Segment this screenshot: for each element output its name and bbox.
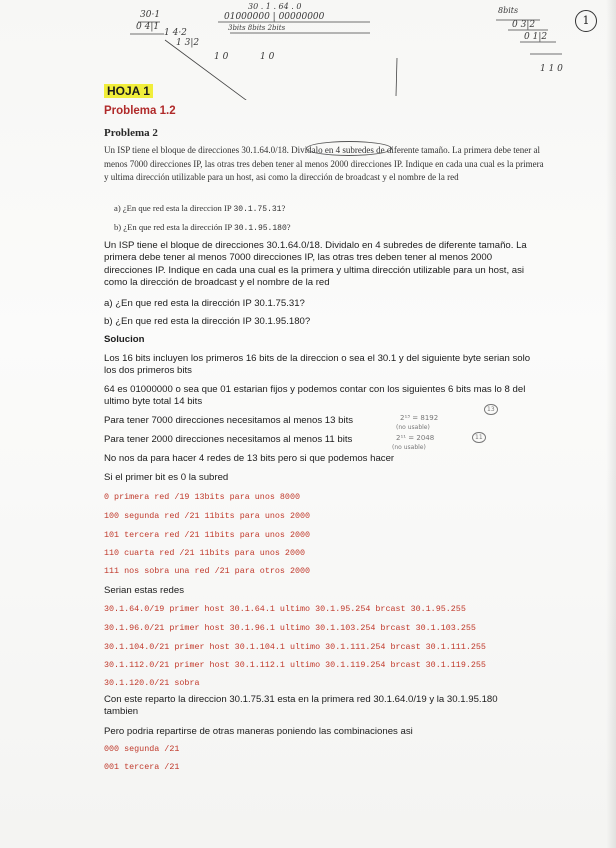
network-line: 30.1.104.0/21 primer host 30.1.104.1 ultimo 30.1.111.254 brcast 30.1.111.255 <box>104 642 486 652</box>
solution-paragraph: Con este reparto la direccion 30.1.75.31 esta en la primera red 30.1.64.0/19 y la 30.1.95.180 tambien <box>104 694 498 718</box>
network-line: 30.1.112.0/21 primer host 30.1.112.1 ultimo 30.1.119.254 brcast 30.1.119.255 <box>104 660 486 670</box>
margin-note: 1 1 0 <box>540 64 563 74</box>
margin-note: 0 4|1 <box>136 22 160 32</box>
margin-note: 30 . 1 . 64 . 0 <box>248 2 302 11</box>
network-line: 30.1.120.0/21 sobra <box>104 678 200 688</box>
margin-note: 8bits <box>498 6 519 15</box>
solution-heading: Solucion <box>104 334 145 345</box>
margin-note: 0 1|2 <box>524 32 548 42</box>
solution-paragraph: No nos da para hacer 4 redes de 13 bits pero si que podemos hacer <box>104 453 395 464</box>
question-b-ip: 30.1.95.180 <box>233 224 287 233</box>
network-line: 30.1.64.0/19 primer host 30.1.64.1 ultimo 30.1.95.254 brcast 30.1.95.255 <box>104 604 466 614</box>
subnet-plan-line: 110 cuarta red /21 11bits para unos 2000 <box>104 548 306 558</box>
question-b-suffix: ? <box>286 222 291 232</box>
subnet-plan-line: 101 tercera red /21 11bits para unos 2000 <box>104 530 311 540</box>
solution-paragraph: Pero podria repartirse de otras maneras poniendo las combinaciones asi <box>104 726 413 737</box>
solution-paragraph: 64 es 01000000 o sea que 01 estarian fijos y podemos contar con los siguientes 6 bits mas lo 8 del ultimo byte total 14 bits <box>104 384 526 408</box>
margin-note: 01000000 | 00000000 <box>224 12 325 22</box>
question-b: b) ¿En que red esta la dirección IP 30.1.95.180? <box>104 316 311 327</box>
calc-note-13-sub: (no usable) <box>396 424 430 431</box>
alternative-line: 000 segunda /21 <box>104 744 180 754</box>
subnet-plan-line: 111 nos sobra una red /21 para otros 2000 <box>104 566 311 576</box>
problem-heading-red: Problema 1.2 <box>104 105 176 117</box>
calc-note-11: 2¹¹ = 2048 <box>396 434 435 442</box>
address-circle-mark <box>306 141 392 156</box>
alternative-line: 001 tercera /21 <box>104 762 180 772</box>
solution-paragraph: Serian estas redes <box>104 585 184 596</box>
margin-note: 1 0 <box>260 52 275 62</box>
question-a-suffix: ? <box>281 203 286 213</box>
problem-statement-original: Un ISP tiene el bloque de direcciones 30.1.64.0/18. Dividalo en 4 subredes de diferente tamaño. La primera debe tener al menos 7000 direcciones IP, las otras tres deben tener al menos 2000 direcciones IP. Indique en cada una cual es la primera y ultima dirección utilizable para un host, asi como la dirección de broadcast y el nombre de la red <box>104 145 544 183</box>
margin-note: 3bits 8bits 2bits <box>228 24 286 32</box>
calc-note-11-sub: (no usable) <box>392 444 426 451</box>
subnet-plan-line: 100 segunda red /21 11bits para unos 2000 <box>104 511 311 521</box>
margin-note: 1 0 <box>214 52 229 62</box>
margin-note: 0 3|2 <box>512 20 536 30</box>
scan-edge-shadow <box>606 0 616 848</box>
calc-note-13: 2¹³ = 8192 <box>400 414 439 422</box>
margin-note: 30·1 <box>140 10 161 20</box>
solution-paragraph: Para tener 2000 direcciones necesitamos al menos 11 bits <box>104 434 353 445</box>
solution-paragraph: Los 16 bits incluyen los primeros 16 bits de la direccion o sea el 30.1 y del siguiente byte serian solo los dos primeros bits <box>104 353 531 377</box>
question-a-original <box>114 203 285 214</box>
calc-note-11-circle: 11 <box>472 432 486 443</box>
question-a-prefix: a) ¿En que red esta la direccion IP <box>114 203 234 213</box>
question-b-original <box>114 222 291 233</box>
network-line: 30.1.96.0/21 primer host 30.1.96.1 ultimo 30.1.103.254 brcast 30.1.103.255 <box>104 623 476 633</box>
subnet-plan-line: 0 primera red /19 13bits para unos 8000 <box>104 492 301 502</box>
problem-heading: Problema 2 <box>104 127 158 139</box>
sheet-title: HOJA 1 <box>104 84 153 98</box>
margin-note: 1 3|2 <box>176 38 200 48</box>
margin-note: 1 4·2 <box>164 28 187 38</box>
question-a: a) ¿En que red esta la dirección IP 30.1.75.31? <box>104 298 305 309</box>
problem-statement-retyped: Un ISP tiene el bloque de direcciones 30.1.64.0/18. Dividalo en 4 subredes de diferente tamaño. La primera debe tener al menos 7000 direcciones IP, las otras tres deben tener al menos 2000 direcciones IP. Indique en cada una cual es la primera y ultima dirección utilizable para un host, asi como la dirección de broadcast y el nombre de la red <box>104 240 527 289</box>
question-b-prefix: b) ¿En que red esta la dirección IP <box>114 222 234 232</box>
calc-note-13-circle: 13 <box>484 404 498 415</box>
page-number-circle: 1 <box>575 10 597 32</box>
question-a-ip: 30.1.75.31 <box>233 205 282 214</box>
solution-paragraph: Para tener 7000 direcciones necesitamos al menos 13 bits <box>104 415 354 426</box>
solution-paragraph: Si el primer bit es 0 la subred <box>104 472 229 483</box>
